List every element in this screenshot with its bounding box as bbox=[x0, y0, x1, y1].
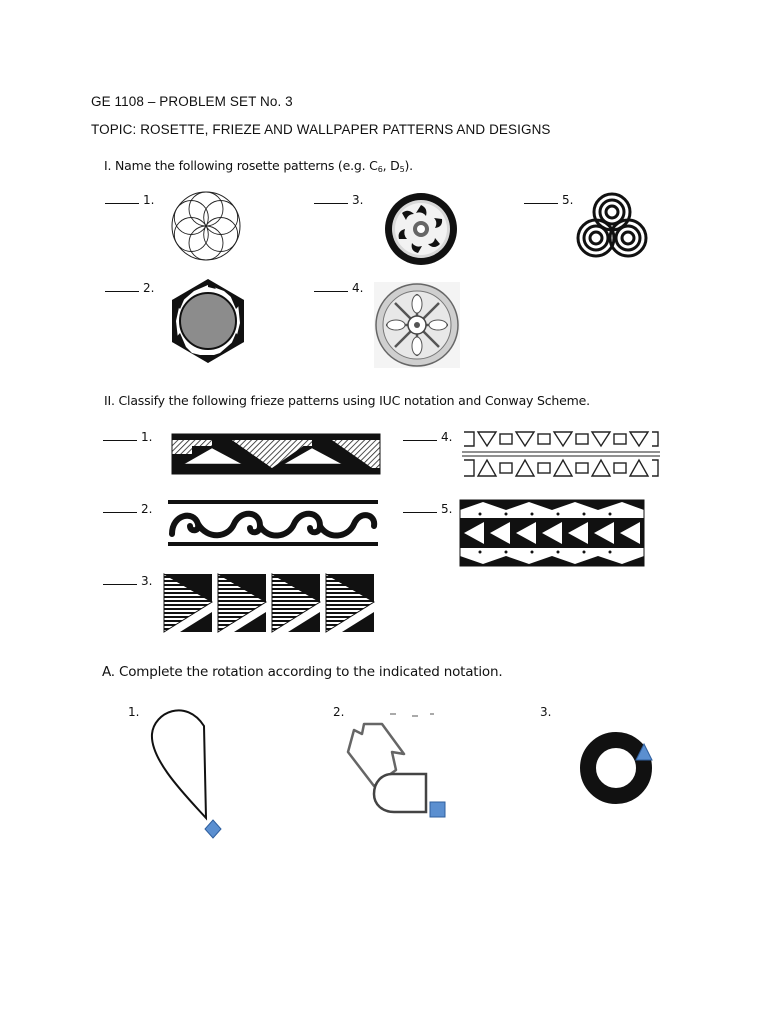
rosette-item-2[interactable] bbox=[105, 281, 154, 295]
rosette-item-3[interactable] bbox=[314, 193, 363, 207]
course-title: GE 1108 – PROBLEM SET No. 3 bbox=[91, 94, 293, 109]
rosette-instruction bbox=[104, 158, 413, 174]
frieze-item-4[interactable] bbox=[403, 430, 452, 444]
rosette-hexagon-image bbox=[170, 277, 246, 365]
rotation-ring-figure[interactable] bbox=[574, 728, 658, 808]
rotation-item-2-number: 2. bbox=[333, 705, 345, 719]
answer-blank[interactable] bbox=[524, 194, 558, 204]
frieze-scroll-image bbox=[168, 500, 378, 546]
answer-blank[interactable] bbox=[103, 575, 137, 585]
frieze-item-2[interactable] bbox=[103, 502, 152, 516]
rosette-instruction-end: ). bbox=[404, 158, 413, 173]
answer-blank[interactable] bbox=[314, 194, 348, 204]
rosette-item-5[interactable] bbox=[524, 193, 573, 207]
rosette-example-sub-2: 5 bbox=[399, 165, 405, 174]
item-number: 3. bbox=[141, 574, 153, 588]
answer-blank[interactable] bbox=[105, 194, 139, 204]
answer-blank[interactable] bbox=[314, 282, 348, 292]
rosette-wheel-image bbox=[384, 192, 458, 266]
frieze-item-3[interactable] bbox=[103, 574, 152, 588]
rosette-ornament-image bbox=[374, 282, 460, 368]
item-number: 4. bbox=[441, 430, 453, 444]
rotation-arrow-figure[interactable] bbox=[344, 710, 450, 822]
item-number: 5. bbox=[562, 193, 574, 207]
rosette-instruction-start: I. Name the following rosette patterns (e.g. C bbox=[104, 158, 378, 173]
frieze-item-5[interactable] bbox=[403, 502, 452, 516]
rosette-swirl-image bbox=[576, 192, 648, 260]
answer-blank[interactable] bbox=[403, 503, 437, 513]
item-number: 3. bbox=[352, 193, 364, 207]
rotation-teardrop-figure[interactable] bbox=[146, 704, 226, 842]
answer-blank[interactable] bbox=[103, 431, 137, 441]
item-number: 5. bbox=[441, 502, 453, 516]
answer-blank[interactable] bbox=[103, 503, 137, 513]
rosette-example-sub-1: 6 bbox=[377, 165, 383, 174]
rotation-item-1-number: 1. bbox=[128, 705, 140, 719]
item-number: 1. bbox=[141, 430, 153, 444]
answer-blank[interactable] bbox=[105, 282, 139, 292]
item-number: 4. bbox=[352, 281, 364, 295]
frieze-stepped-image bbox=[172, 434, 380, 474]
rosette-item-1[interactable] bbox=[105, 193, 154, 207]
item-number: 1. bbox=[143, 193, 155, 207]
rosette-flower-image bbox=[170, 190, 242, 262]
item-number: 2. bbox=[143, 281, 155, 295]
frieze-instruction: II. Classify the following frieze patterns using IUC notation and Conway Scheme. bbox=[104, 393, 590, 408]
rosette-item-4[interactable] bbox=[314, 281, 363, 295]
frieze-zigzag-image bbox=[460, 500, 644, 566]
answer-blank[interactable] bbox=[403, 431, 437, 441]
frieze-triangle-image bbox=[162, 572, 378, 634]
rosette-instruction-separator: , D bbox=[382, 158, 400, 173]
topic-title: TOPIC: ROSETTE, FRIEZE AND WALLPAPER PATTERNS AND DESIGNS bbox=[91, 122, 551, 137]
frieze-geometric-image bbox=[462, 428, 660, 480]
item-number: 2. bbox=[141, 502, 153, 516]
rotation-instruction: A. Complete the rotation according to the indicated notation. bbox=[102, 664, 503, 680]
rotation-item-3-number: 3. bbox=[540, 705, 552, 719]
frieze-item-1[interactable] bbox=[103, 430, 152, 444]
